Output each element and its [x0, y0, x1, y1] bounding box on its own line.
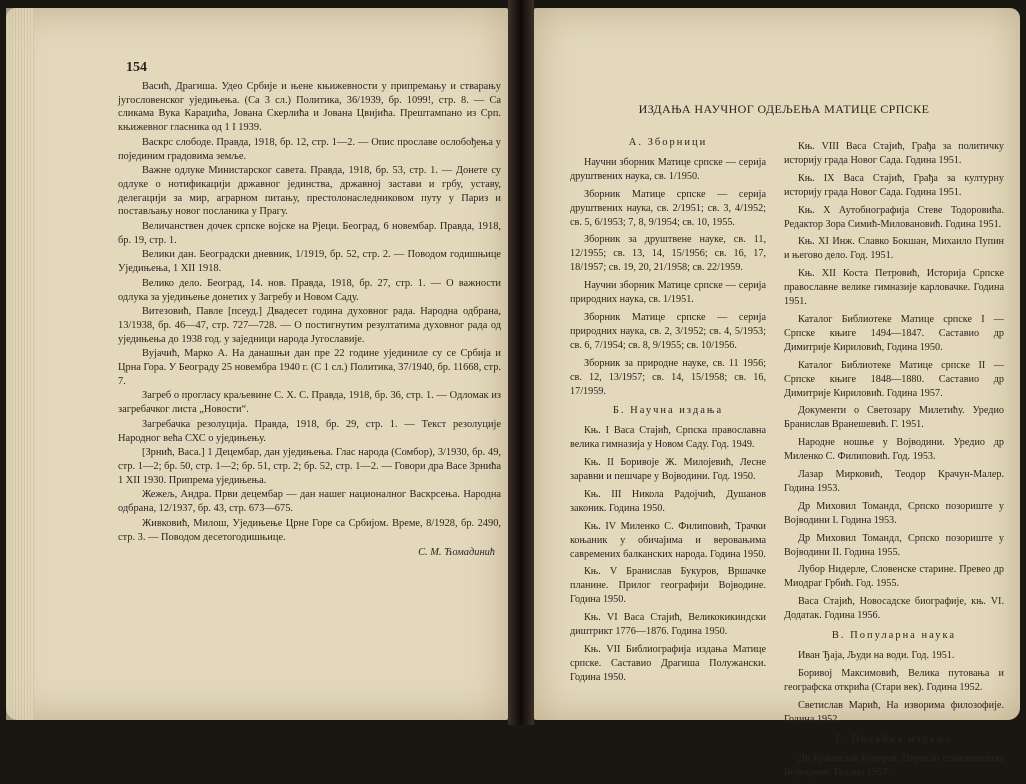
bibliography-entry: Живковић, Милош, Уједињење Црне Горе са Србијом. Време, 8/1928, бр. 2490, стр. 3. — Поводом десетогодишњице. [118, 517, 501, 543]
bibliography-entry: Витезовић, Павле [псеуд.] Двадесет година духовног рада. Народна одбрана, 13/1938, бр. 46—47, стр. 727—728. — О постигнутим резултатима духовног рада од уједињења до 1938 год. у заједници народа Југославије. [118, 306, 501, 345]
bibliography-entry: [Зрнић, Васа.] 1 Децембар, дан уједињења. Глас народа (Сомбор), 3/1930, бр. 49, стр. 1—2; бр. 50, стр. 1—2; бр. 51, стр. 2; бр. 52, стр. 1—2. — Говори дра Васе Зрнића 1 XII 1930. Припрема уједињења. [118, 447, 501, 486]
publication-entry: Светислав Марић, На изворима филозофије. Година 1952. [784, 699, 1004, 725]
publication-entry: Каталог Библиотеке Матице српске II — Српске књиге 1848—1880. Саставио др Димитрије Кириловић. Година 1957. [784, 359, 1004, 399]
publication-entry: Књ. XI Инж. Славко Бокшан, Михаило Пупин и његово дело. Год. 1951. [784, 236, 1004, 262]
bibliography-entry: Жежељ, Андра. Први децембар — дан нашег националног Васкрсења. Народна одбрана, 12/1937, бр. 43, стр. 673—675. [118, 489, 501, 515]
publication-entry: Каталог Библиотеке Матице српске I — Српске књиге 1494—1847. Саставио др Димитрије Кириловић, Година 1950. [784, 313, 1004, 353]
publication-entry: Књ. I Васа Стајић, Српска православна велика гимназија у Новом Саду. Год. 1949. [570, 425, 766, 451]
section-heading: В. Популарна наука [831, 630, 957, 642]
publication-entry: Књ. V Бранислав Букуров, Вршачке планине. Прилог географији Војводине. Година 1950. [570, 566, 766, 606]
publication-entry: Др Миховил Томандл, Српско позориште у Војводини I. Година 1953. [784, 500, 1004, 526]
publication-entry: Књ. IX Васа Стајић, Грађа за културну историју града Новог Сада. Година 1951. [784, 172, 1004, 198]
right-page [534, 8, 1020, 779]
publication-entry: Др Бранислав Букуров, Порекло становништва Војводине. Година 1957. [784, 753, 1004, 779]
section-heading: А. Зборници [628, 137, 708, 148]
author-signature: С. М. Ћомадинић [418, 547, 495, 559]
publication-entry: Васа Стајић, Новосадске биографије, књ. VI. Додатак. Година 1956. [784, 596, 1004, 622]
bibliography-column [118, 80, 501, 560]
bibliography-entry: Важне одлуке Министарског савета. Правда, 1918, бр. 53, стр. 1. — Донете су одлуке о нотификацији државног јединства, државној застави и грбу, уставу, делегацији за мир, аграрном питању, престолонаследниковом путу у Париз и постављању новог посланика у Прагу. [118, 165, 501, 218]
publication-entry: Научни зборник Матице српске — серија друштвених наука, св. 1/1950. [570, 156, 766, 182]
bibliography-entry: Величанствен дочек српске војске на Рјеци. Београд, 6 новембар. Правда, 1918, бр. 19, стр. 1. [118, 221, 501, 246]
section-heading: Б. Научна издања [612, 405, 724, 417]
publication-entry: Књ. II Боривоје Ж. Милојевић, Лесне заравни и пешчаре у Војводини. Год. 1950. [570, 457, 766, 483]
page-title: ИЗДАЊА НАУЧНОГ ОДЕЉЕЊА МАТИЦЕ СРПСКЕ [638, 102, 930, 116]
publication-entry: Књ. III Никола Радојчић, Душанов законик. Година 1950. [570, 488, 766, 514]
publication-entry: Књ. VI Васа Стајић, Великокикиндски диштрикт 1776—1876. Година 1950. [570, 612, 766, 638]
bibliography-entry: Вујачић, Марко А. На данашњи дан пре 22 године ујединиле су се Србија и Црна Гора. У Београду 25 новембра 1940 г. (С 1 сл.) Политика, 37/1940, бр. 11668, стр. 7. [118, 348, 501, 387]
bibliography-entry: Велики дан. Београдски дневник, 1/1919, бр. 52, стр. 2. — Поводом годишњице Уједињења, 1 XII 1918. [118, 249, 501, 275]
left-page [6, 8, 508, 720]
publication-entry: Књ. X Аутобиографија Стеве Тодоровића. Редактор Зора Симић-Миловановић. Година 1951. [784, 204, 1004, 230]
bibliography-entry: Васић, Драгиша. Удео Србије и њене књижевности у припремању и стварању југословенског уједињења. (Са 3 сл.) Политика, 36/1939, бр. 1099!, стр. 8. — Са сликама Вука Караџића, Јована Скерлића и Јована Цвијића. Прештампано из Срп. књижевног гласника од 1 I 1939. [118, 81, 501, 134]
publication-entry: Књ. IV Миленко С. Филиповић, Трачки коњаник у обичајима и веровањима савремених балканских народа. Година 1950. [570, 520, 766, 560]
publication-entry: Лубор Нидерле, Словенске старине. Превео др Миодраг Грбић. Год. 1955. [784, 564, 1004, 590]
book-spine-gutter [508, 0, 534, 725]
bibliography-entry: Велико дело. Београд, 14. нов. Правда, 1918, бр. 27, стр. 1. — О важности одлука за уједињење донетих у Загребу и Новом Саду. [118, 277, 501, 303]
page-edge-stack [6, 8, 34, 720]
page-number: 154 [126, 60, 147, 75]
publication-entry: Зборник за друштвене науке, св. 11, 12/1955; св. 13, 14, 15/1956; св. 16, 17, 18/1957; св. 19, 20, 21/1958; св. 22/1959. [570, 234, 766, 274]
publication-entry: Књ. XII Коста Петровић, Историја Српске православне велике гимназије карловачке. Година 1951. [784, 268, 1004, 308]
bibliography-entry: Загребачка резолуција. Правда, 1918, бр. 29, стр. 1. — Текст резолуције Народног већа СХС о уједињењу. [118, 418, 501, 444]
section-heading: Г. Посебна издања [835, 733, 953, 745]
publication-entry: Зборник Матице српске — серија природних наука, св. 2, 3/1952; св. 4, 5/1953; св. 6, 7/1954; св. 8, 9/1955; св. 10/1956. [570, 311, 766, 351]
publication-entry: Књ. VIII Васа Стајић, Грађа за политичку историју града Новог Сада. Година 1951. [784, 141, 1004, 166]
publication-entry: Документи о Светозару Милетићу. Уредио Бранислав Вранешевић. Г. 1951. [784, 405, 1004, 431]
publication-entry: Др Миховил Томандл, Српско позориште у Војводини II. Година 1955. [784, 532, 1004, 558]
publications-column-left [570, 136, 766, 689]
bibliography-entry: Загреб о прогласу краљевине С. Х. С. Правда, 1918, бр. 36, стр. 1. — Одломак из загребачког листа „Новости“. [118, 390, 501, 416]
publication-entry: Књ. VII Библиографија издања Матице српске. Саставио Драгиша Полужански. Година 1950. [570, 644, 766, 683]
publication-entry: Боривој Максимовић, Велика путовања и географска открића (Стари век). Година 1952. [784, 667, 1004, 693]
publication-entry: Народне ношње у Војводини. Уредио др Миленко С. Филиповић. Год. 1953. [784, 437, 1004, 463]
publication-entry: Зборник Матице српске — серија друштвених наука, св. 2/1951; св. 3, 4/1952; св. 5, 6/1953; 7, 8, 9/1954; св. 10, 1955. [570, 188, 766, 228]
publication-entry: Иван Ђаја, Људи на води. Год. 1951. [798, 650, 955, 661]
publications-column-right [784, 140, 1004, 784]
publication-entry: Зборник за природне науке, св. 11 1956; св. 12, 13/1957; св. 14, 15/1958; св. 16, 17/1959. [570, 357, 766, 397]
publication-entry: Лазар Мирковић, Теодор Крачун-Малер. Година 1953. [784, 469, 1004, 494]
bibliography-entry: Васкрс слободе. Правда, 1918, бр. 12, стр. 1—2. — Опис прославе ослобођења у појединим градовима земље. [118, 136, 501, 162]
publication-entry: Научни зборник Матице српске — серија природних наука, св. 1/1951. [570, 280, 766, 306]
